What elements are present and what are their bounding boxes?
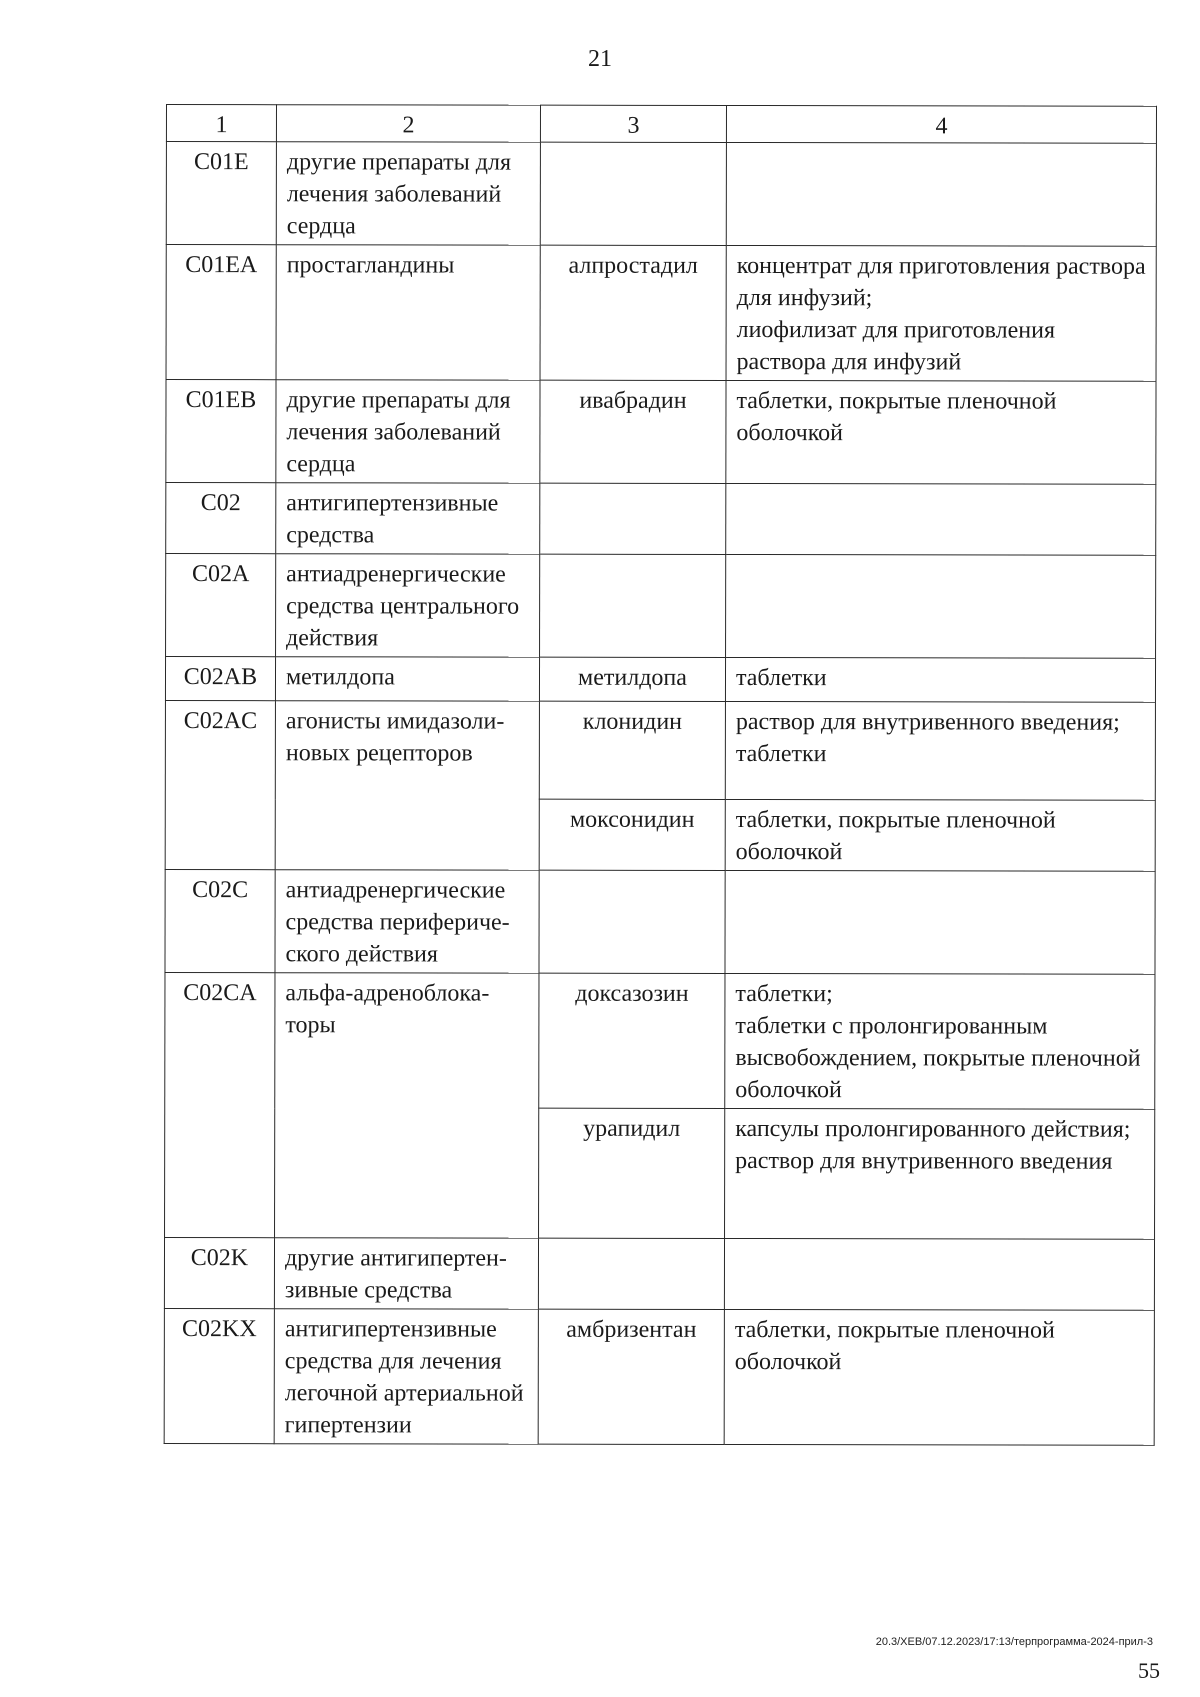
table-row — [165, 700, 1155, 800]
atc-code-cell: C02AB — [165, 657, 275, 701]
dosage-form-line: лиофилизат для приготовления раствора для инфузий — [736, 316, 1056, 376]
dosage-form-line: таблетки, покрытые пленочной оболочкой — [734, 1316, 1055, 1376]
dosage-form-line: раствор для внутривенного введения; — [735, 708, 1120, 736]
group-name-cell: другие препараты для лечения заболеваний сердца — [276, 142, 540, 245]
group-name-cell: другие антигипертен-зивные средства — [274, 1238, 538, 1309]
substance-cell — [540, 142, 726, 245]
dosage-form-cell — [725, 870, 1155, 974]
dosage-form-line: таблетки с пролонгированным высвобождением, покрытые пленочной оболочкой — [735, 1012, 1141, 1104]
dosage-form-line: концентрат для приготовления раствора для инфузий; — [736, 252, 1146, 312]
drug-classification-table — [164, 104, 1157, 1446]
dosage-form-cell — [725, 973, 1155, 1109]
dosage-form-cell — [726, 483, 1156, 555]
substance-cell: амбризентан — [538, 1309, 724, 1444]
dosage-form-line: таблетки, покрытые пленочной оболочкой — [735, 806, 1056, 866]
dosage-form-line: таблетки — [735, 664, 827, 692]
dosage-form-cell — [726, 380, 1156, 484]
dosage-form-line: таблетки; — [735, 980, 833, 1008]
header-cell: 2 — [276, 105, 540, 142]
dosage-form-line: капсулы пролонгированного действия; — [735, 1115, 1131, 1143]
table-header-row — [166, 105, 1156, 144]
table-row — [166, 245, 1156, 382]
table-row — [165, 972, 1155, 1109]
dosage-form-cell — [724, 1309, 1154, 1445]
dosage-form-cell — [725, 657, 1155, 702]
substance-cell: урапидил — [539, 1108, 725, 1238]
atc-code-cell: C02KX — [164, 1308, 274, 1443]
substance-cell: алпростадил — [540, 245, 726, 380]
page-number-top: 21 — [588, 46, 612, 72]
group-name-cell: агонисты имидазоли-новых рецепторов — [275, 701, 539, 870]
table-row — [165, 869, 1155, 974]
atc-code-cell: C02K — [164, 1237, 274, 1308]
atc-code-cell: C02AC — [165, 700, 275, 869]
atc-code-cell: C01EA — [166, 245, 276, 380]
table-row — [166, 483, 1156, 556]
substance-cell: клонидин — [539, 701, 725, 799]
group-name-cell: антигипертензивные средства для лечения легочной артериальной гипертензии — [274, 1309, 538, 1444]
table-row — [166, 554, 1156, 659]
table-row — [164, 1237, 1154, 1310]
table-row — [165, 657, 1155, 703]
dosage-form-line: таблетки, покрытые пленочной оболочкой — [736, 387, 1057, 447]
dosage-form-cell — [724, 1238, 1154, 1310]
substance-cell: ивабрадин — [540, 380, 726, 483]
dosage-form-cell — [725, 701, 1155, 800]
group-name-cell: антигипертензивные средства — [276, 483, 540, 554]
table-row — [164, 1308, 1154, 1445]
header-cell: 3 — [540, 105, 726, 142]
atc-code-cell: C02A — [166, 554, 276, 657]
atc-code-cell: C01E — [166, 142, 276, 245]
atc-code-cell: C02 — [166, 483, 276, 554]
group-name-cell: метилдопа — [275, 657, 539, 701]
dosage-form-cell — [726, 142, 1156, 246]
group-name-cell: другие препараты для лечения заболеваний сердца — [276, 380, 540, 483]
group-name-cell: антиадренергические средства центрального действия — [276, 554, 540, 657]
dosage-form-cell — [725, 1108, 1155, 1239]
substance-cell: метилдопа — [539, 657, 725, 701]
table-row — [166, 142, 1156, 247]
header-cell: 4 — [726, 105, 1156, 143]
dosage-form-line: раствор для внутривенного введения — [735, 1147, 1113, 1175]
substance-cell: доксазозин — [539, 973, 725, 1108]
dosage-form-line: таблетки — [735, 740, 827, 768]
dosage-form-cell — [726, 245, 1156, 381]
document-footer-stamp: 20.3/ХЕВ/07.12.2023/17:13/терпрограмма-2024-прил-3 — [875, 1636, 1153, 1648]
atc-code-cell: C01EB — [166, 380, 276, 483]
substance-cell — [538, 1238, 724, 1309]
substance-cell — [539, 870, 725, 973]
substance-cell — [540, 554, 726, 657]
atc-code-cell: C02C — [165, 869, 275, 972]
page-number-bottom: 55 — [1138, 1658, 1160, 1683]
header-cell: 1 — [166, 105, 276, 142]
substance-cell — [540, 483, 726, 554]
group-name-cell: антиадренергические средства перифериче-ского действия — [275, 870, 539, 973]
group-name-cell: альфа-адреноблока-торы — [275, 973, 539, 1238]
dosage-form-cell — [726, 554, 1156, 658]
dosage-form-cell — [725, 799, 1155, 871]
atc-code-cell: C02CA — [165, 972, 275, 1237]
substance-cell: моксонидин — [539, 799, 725, 870]
table-row — [166, 380, 1156, 485]
group-name-cell: простагландины — [276, 245, 540, 380]
